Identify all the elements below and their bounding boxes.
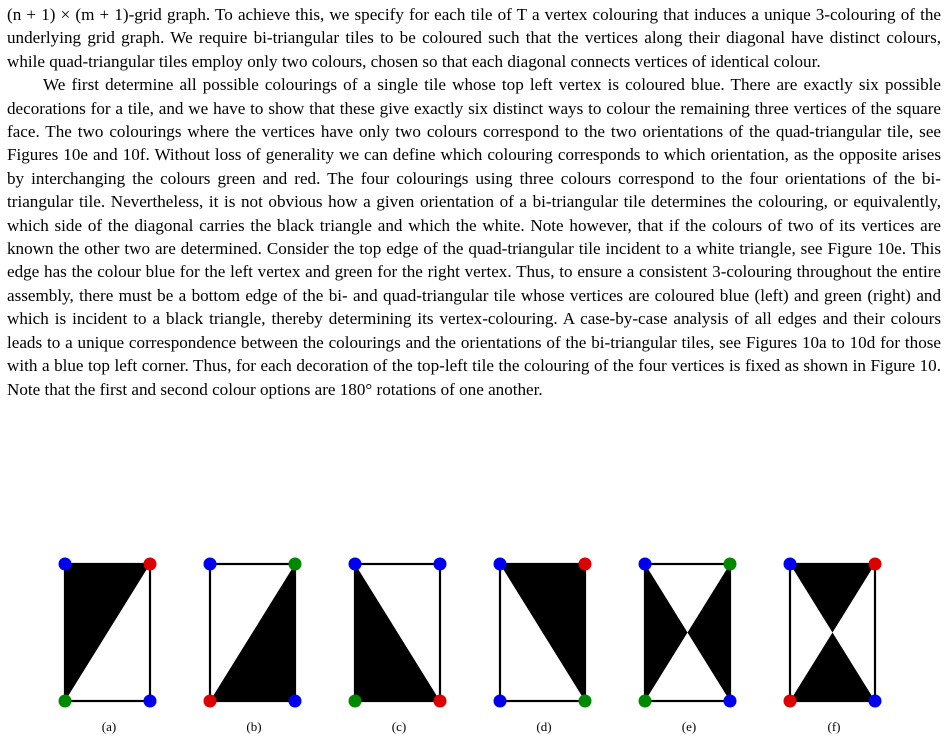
vertex-tl-blue <box>349 558 362 571</box>
vertex-br-red <box>434 695 447 708</box>
vertex-tl-blue <box>494 558 507 571</box>
vertex-tr-red <box>144 558 157 571</box>
black-triangle <box>688 564 731 701</box>
vertex-tl-blue <box>784 558 797 571</box>
tile-f <box>774 555 894 740</box>
tile-f-caption: (f) <box>827 719 841 734</box>
black-triangle <box>645 564 688 701</box>
tile-e-caption: (e) <box>681 719 697 734</box>
black-triangle <box>790 564 875 633</box>
vertex-bl-green <box>639 695 652 708</box>
vertex-br-green <box>579 695 592 708</box>
black-triangle <box>790 633 875 702</box>
vertex-tr-blue <box>434 558 447 571</box>
vertex-tr-green <box>289 558 302 571</box>
vertex-tr-red <box>579 558 592 571</box>
vertex-tl-blue <box>639 558 652 571</box>
vertex-bl-blue <box>494 695 507 708</box>
vertex-tr-green <box>724 558 737 571</box>
tile-b-caption: (b) <box>246 719 262 734</box>
tile-e <box>629 555 749 740</box>
tile-d-caption: (d) <box>536 719 552 734</box>
vertex-br-blue <box>869 695 882 708</box>
vertex-bl-green <box>349 695 362 708</box>
black-triangle <box>210 564 295 701</box>
body-text <box>7 3 941 401</box>
tile-c-drawing <box>339 555 459 715</box>
figure-10 <box>0 555 947 746</box>
vertex-bl-red <box>784 695 797 708</box>
tile-b <box>194 555 314 740</box>
vertex-tl-blue <box>59 558 72 571</box>
vertex-tr-red <box>869 558 882 571</box>
vertex-bl-green <box>59 695 72 708</box>
vertex-br-blue <box>289 695 302 708</box>
black-triangle <box>355 564 440 701</box>
tile-a-caption: (a) <box>101 719 117 734</box>
tile-c-caption: (c) <box>391 719 407 734</box>
tile-b-drawing <box>194 555 314 715</box>
tile-a-drawing <box>49 555 169 715</box>
tile-f-drawing <box>774 555 894 715</box>
tile-d <box>484 555 604 740</box>
paragraph-1: (n + 1) × (m + 1)-grid graph. To achieve this, we specify for each tile of T a vertex colouring that induces a unique 3-colouring of the underlying grid graph. We require bi-triangular tiles to be coloured such that the vertices along their diagonal have distinct colours, while quad-triangular tiles employ only two colours, chosen so that each diagonal connects vertices of identical colour. <box>7 5 941 71</box>
vertex-bl-red <box>204 695 217 708</box>
vertex-br-blue <box>144 695 157 708</box>
black-triangle <box>65 564 150 701</box>
tile-a <box>49 555 169 740</box>
tile-d-drawing <box>484 555 604 715</box>
vertex-br-blue <box>724 695 737 708</box>
paragraph-2: We first determine all possible colourings of a single tile whose top left vertex is coloured blue. There are exactly six possible decorations for a tile, and we have to show that these give exactly six distinct ways to colour the remaining three vertices of the square face. The two colourings where the vertices have only two colours correspond to the two orientations of the quad-triangular tile, see Figures 10e and 10f. Without loss of generality we can define which colouring corresponds to which orientation, as the opposite arises by interchanging the colours green and red. The four colourings using three colours correspond to the four orientations of the bi-triangular tile. Nevertheless, it is not obvious how a given orientation of a bi-triangular tile determines the colouring, or equivalently, which side of the diagonal carries the black triangle and which the white. Note however, that if the colours of two of its vertices are known the other two are determined. Consider the top edge of the quad-triangular tile incident to a white triangle, see Figure 10e. This edge has the colour blue for the left vertex and green for the right vertex. Thus, to ensure a consistent 3-colouring throughout the entire assembly, there must be a bottom edge of the bi- and quad-triangular tile whose vertices are coloured blue (left) and green (right) and which is incident to a black triangle, thereby determining its vertex-colouring. A case-by-case analysis of all edges and their colours leads to a unique correspondence between the colourings and the orientations of the bi-triangular tiles, see Figures 10a to 10d for those with a blue top left corner. Thus, for each decoration of the top-left tile the colouring of the four vertices is fixed as shown in Figure 10. Note that the first and second colour options are 180° rotations of one another. <box>7 75 941 399</box>
vertex-tl-blue <box>204 558 217 571</box>
tile-c <box>339 555 459 740</box>
black-triangle <box>500 564 585 701</box>
tile-e-drawing <box>629 555 749 715</box>
